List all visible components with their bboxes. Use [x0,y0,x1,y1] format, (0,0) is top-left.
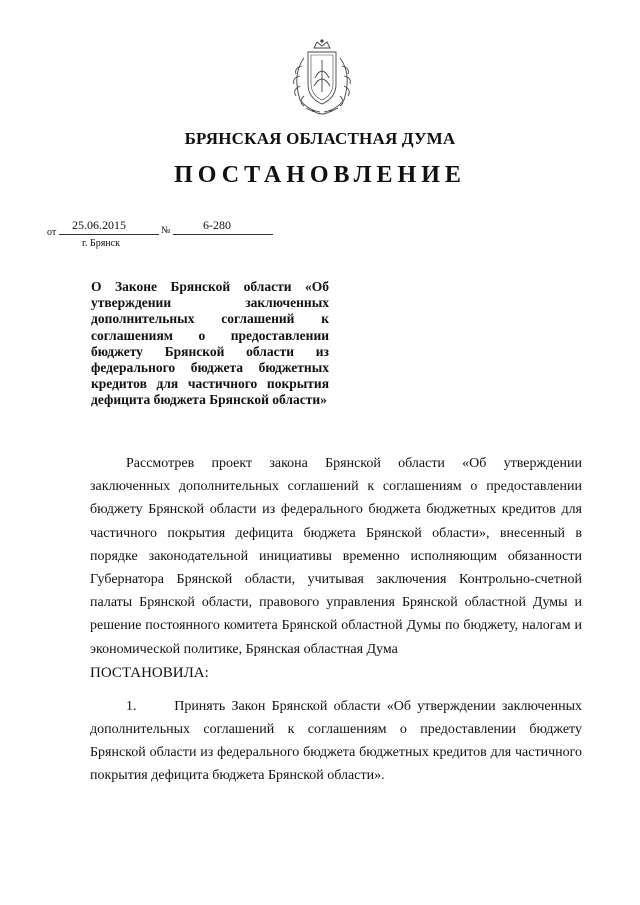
resolution-item-1 [90,695,582,788]
date-field [59,218,159,235]
item-number: 1. [126,698,137,714]
document-type-title: ПОСТАНОВЛЕНИЕ [174,162,466,188]
document-meta [47,218,287,248]
document-number: 6-280 [203,218,231,232]
document-body [90,452,582,788]
coat-of-arms-icon [284,38,360,120]
date-label: от [47,227,57,238]
number-field [173,218,273,235]
item-text: Принять Закон Брянской области «Об утверждении заключенных дополнительных соглашений к соглашениям о предоставлении бюджету Брянской области из федерального бюджета бюджетных кредитов для частичного покрытия дефицита бюджета Брянской области». [90,698,582,784]
resolved-heading: ПОСТАНОВИЛА: [90,664,209,681]
document-subject: О Законе Брянской области «Об утверждении заключенных дополнительных соглашений к соглашениям о предоставлении бюджету Брянской области из федерального бюджета бюджетных кредитов для частичного покрытия дефицита бюджета Брянской области» [91,279,329,408]
document-city: г. Брянск [82,238,120,249]
document-date: 25.06.2015 [72,218,126,232]
preamble-paragraph: Рассмотрев проект закона Брянской области «Об утверждении заключенных дополнительных соглашений к соглашениям о предоставлении бюджету Брянской области из федерального бюджета бюджетных кредитов для частичного покрытия дефицита бюджета Брянской области», внесенный в порядке законодательной инициативы временно исполняющим обязанности Губернатора Брянской области, учитывая заключения Контрольно-счетной палаты Брянской области, правового управления Брянской областной Думы и решение постоянного комитета Брянской областной Думы по бюджету, налогам и экономической политике, Брянская областная Дума [90,456,582,657]
number-label: № [161,225,171,236]
organization-title: БРЯНСКАЯ ОБЛАСТНАЯ ДУМА [184,129,456,148]
